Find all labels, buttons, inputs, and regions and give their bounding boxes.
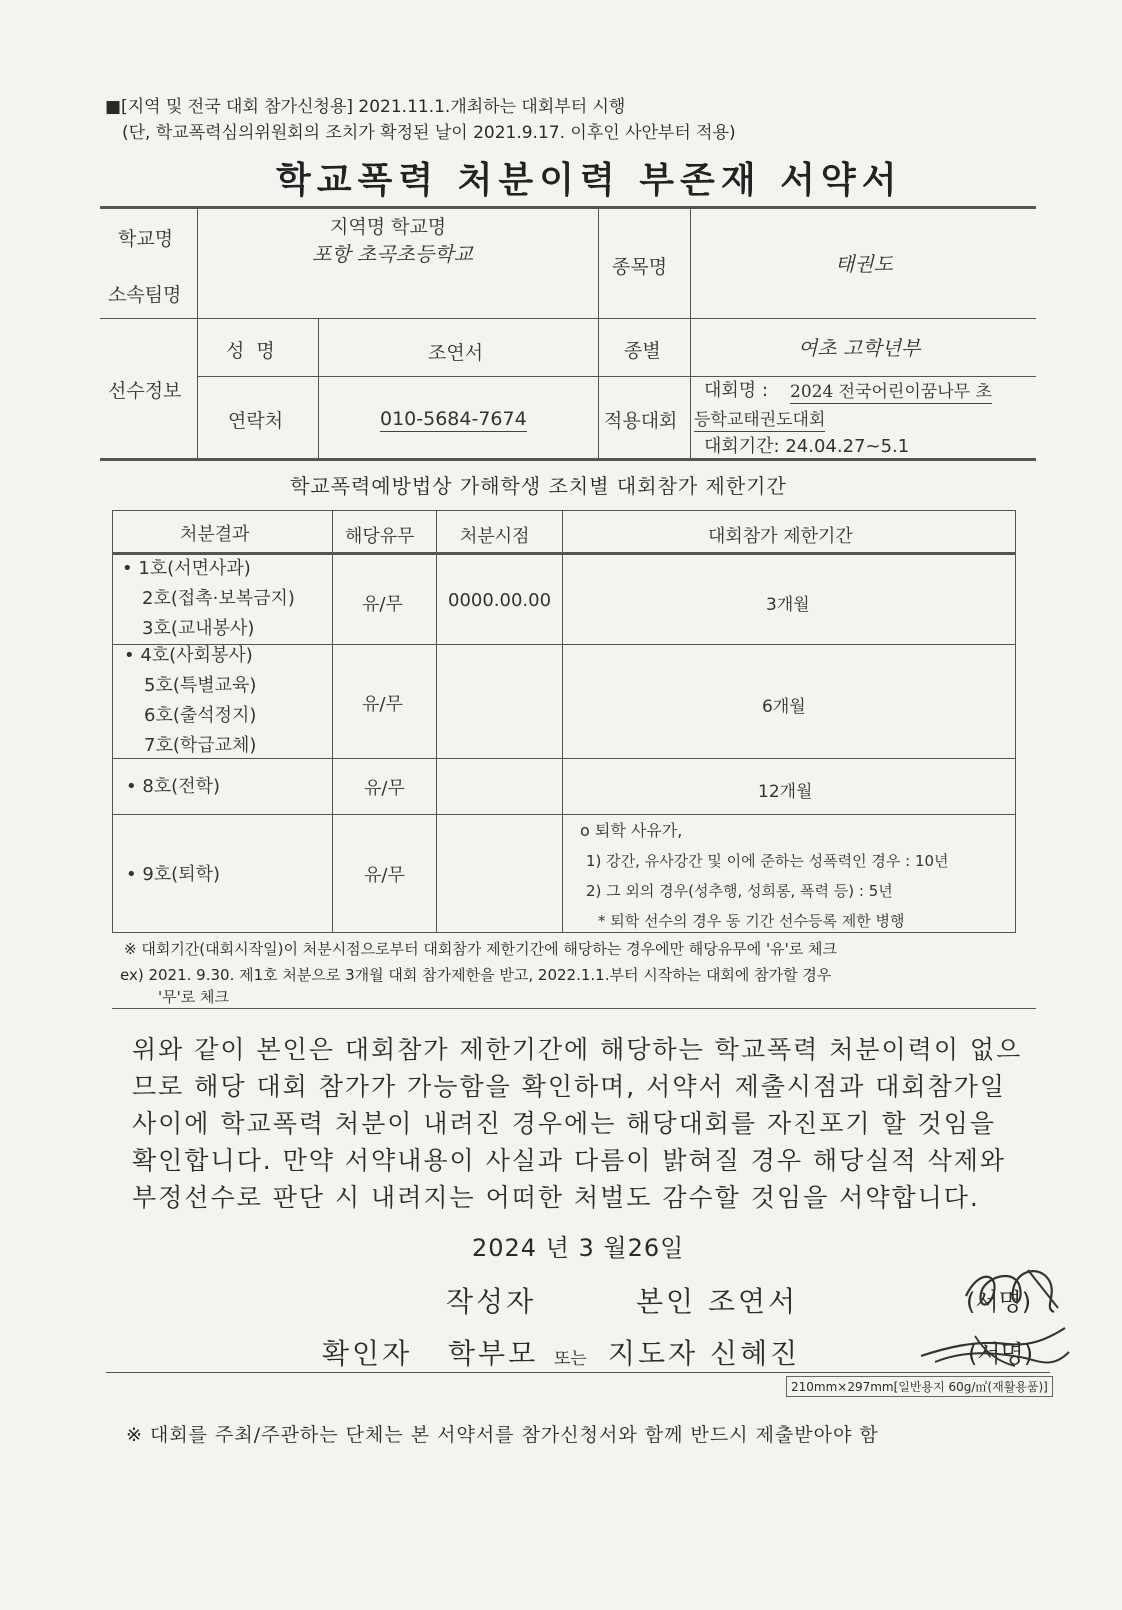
info-table-bottom-border (100, 458, 1036, 461)
row1-result-3: 3호(교내봉사) (142, 618, 255, 639)
info-table-divider (100, 318, 1036, 319)
confirm-label: 확인자 (322, 1337, 413, 1370)
confirm-sign-label: (서명) (968, 1340, 1034, 1368)
row1-period: 3개월 (766, 595, 810, 615)
pledge-line-3: 사이에 학교폭력 처분이 내려진 경우에는 해당대회를 자진포기 할 것임을 (132, 1109, 997, 1138)
confirm-signature-scribble (915, 1322, 1075, 1374)
school-value: 포항 초곡초등학교 (312, 242, 473, 266)
restriction-table-top (112, 510, 1016, 511)
document-title: 학교폭력 처분이력 부존재 서약서 (276, 160, 903, 201)
row2-result-3: 6호(출석정지) (144, 705, 257, 726)
event-value: 태권도 (835, 252, 893, 276)
info-col-4 (690, 207, 691, 458)
row2-applicable: 유/무 (362, 694, 403, 715)
footer-note: ※ 대회를 주최/주관하는 단체는 본 서약서를 참가신청서와 함께 반드시 제출받아야 함 (126, 1424, 879, 1446)
info-table-top-border (100, 206, 1036, 209)
row4-period-line-1: o 퇴학 사유가, (580, 821, 683, 840)
header-date: 처분시점 (460, 526, 530, 547)
restriction-col-1 (332, 510, 333, 932)
confirm-role: 학부모 (448, 1337, 539, 1370)
header-result: 처분결과 (180, 524, 250, 545)
restriction-col-left (112, 510, 113, 932)
contact-label: 연락처 (228, 410, 284, 432)
row1-result-1: • 1호(서면사과) (122, 558, 251, 579)
applied-label: 적용대회 (604, 410, 678, 432)
writer-value: 본인 조연서 (636, 1285, 799, 1318)
restriction-col-3 (562, 510, 563, 932)
row3-period: 12개월 (758, 782, 813, 802)
name-value: 조연서 (428, 342, 484, 364)
writer-sign-label: (서명) (966, 1288, 1032, 1316)
pledge-line-4: 확인합니다. 만약 서약내용이 사실과 다름이 밝혀질 경우 해당실적 삭제와 (132, 1146, 1007, 1175)
row4-period-line-2: 1) 강간, 유사강간 및 이에 준하는 성폭력인 경우 : 10년 (586, 852, 949, 870)
category-label: 종별 (624, 340, 661, 362)
school-label: 학교명 (118, 228, 174, 250)
competition-name-value-2: 등학교태권도대회 (694, 405, 825, 432)
contact-value: 010-5684-7674 (380, 408, 527, 430)
paper-spec: 210mm×297mm[일반용지 60g/㎡(재활용품)] (786, 1376, 1053, 1397)
competition-name-value-1: 2024 전국어린이꿈나무 초 (790, 377, 992, 404)
row3-applicable: 유/무 (364, 778, 405, 799)
notice-line-1: ■[지역 및 전국 대회 참가신청용] 2021.11.1.개최하는 대회부터 시행 (105, 97, 626, 117)
row1-applicable: 유/무 (362, 594, 403, 615)
confirm-value: 지도자 신혜진 (608, 1337, 801, 1370)
row2-result-1: • 4호(사회봉사) (124, 645, 253, 666)
team-label: 소속팀명 (108, 284, 182, 306)
restriction-table-bottom (112, 932, 1016, 933)
row2-period: 6개월 (762, 697, 806, 717)
region-school-label: 지역명 학교명 (330, 216, 447, 238)
restriction-col-right (1015, 510, 1016, 932)
confirm-or: 또는 (554, 1349, 587, 1369)
player-info-label: 선수정보 (108, 380, 182, 402)
row4-result-1: • 9호(퇴학) (126, 864, 220, 885)
event-label: 종목명 (612, 256, 668, 278)
note-2: ex) 2021. 9.30. 제1호 처분으로 3개월 대회 참가제한을 받고, 2022.1.1.부터 시작하는 대회에 참가할 경우 (120, 966, 832, 984)
info-col-2 (318, 318, 319, 458)
category-value: 여초 고학년부 (798, 336, 921, 360)
competition-name-prefix: 대회명 : (704, 380, 768, 401)
info-col-3 (598, 207, 599, 458)
restriction-row-divider-2 (112, 758, 1016, 759)
signature-divider (106, 1372, 1050, 1373)
header-applicable: 해당유무 (345, 526, 415, 547)
pledge-line-5: 부정선수로 판단 시 내려지는 어떠한 처벌도 감수할 것임을 서약합니다. (132, 1183, 980, 1212)
restriction-col-2 (436, 510, 437, 932)
header-period: 대회참가 제한기간 (708, 526, 853, 547)
pledge-line-2: 므로 해당 대회 참가가 가능함을 확인하며, 서약서 제출시점과 대회참가일 (132, 1072, 1007, 1101)
info-col-1 (197, 207, 198, 458)
row1-date: 0000.00.00 (448, 590, 552, 611)
note-1: ※ 대회기간(대회시작일)이 처분시점으로부터 대회참가 제한기간에 해당하는 경우에만 해당유무에 '유'로 체크 (124, 940, 837, 958)
notes-divider (112, 1008, 1036, 1009)
row2-result-4: 7호(학급교체) (144, 735, 257, 756)
restriction-row-divider-3 (112, 814, 1016, 815)
notice-line-2: (단, 학교폭력심의위원회의 조치가 확정된 날이 2021.9.17. 이후인 사안부터 적용) (122, 123, 736, 143)
competition-period: 대회기간: 24.04.27~5.1 (704, 436, 910, 457)
row4-period-line-4: * 퇴학 선수의 경우 동 기간 선수등록 제한 병행 (598, 912, 905, 930)
pledge-line-1: 위와 같이 본인은 대회참가 제한기간에 해당하는 학교폭력 처분이력이 없으 (132, 1035, 1023, 1064)
row4-period-line-3: 2) 그 외의 경우(성추행, 성희롱, 폭력 등) : 5년 (586, 882, 893, 900)
note-3: '무'로 체크 (158, 988, 229, 1006)
row1-result-2: 2호(접촉·보복금지) (142, 588, 295, 609)
row3-result-1: • 8호(전학) (126, 776, 220, 797)
row4-applicable: 유/무 (364, 865, 405, 886)
writer-label: 작성자 (446, 1285, 537, 1318)
date-line: 2024 년 3 월26일 (472, 1234, 685, 1262)
name-label: 성 명 (226, 340, 275, 362)
row2-result-2: 5호(특별교육) (144, 675, 257, 696)
writer-signature-scribble (958, 1262, 1068, 1322)
restriction-title: 학교폭력예방법상 가해학생 조치별 대회참가 제한기간 (290, 474, 787, 498)
